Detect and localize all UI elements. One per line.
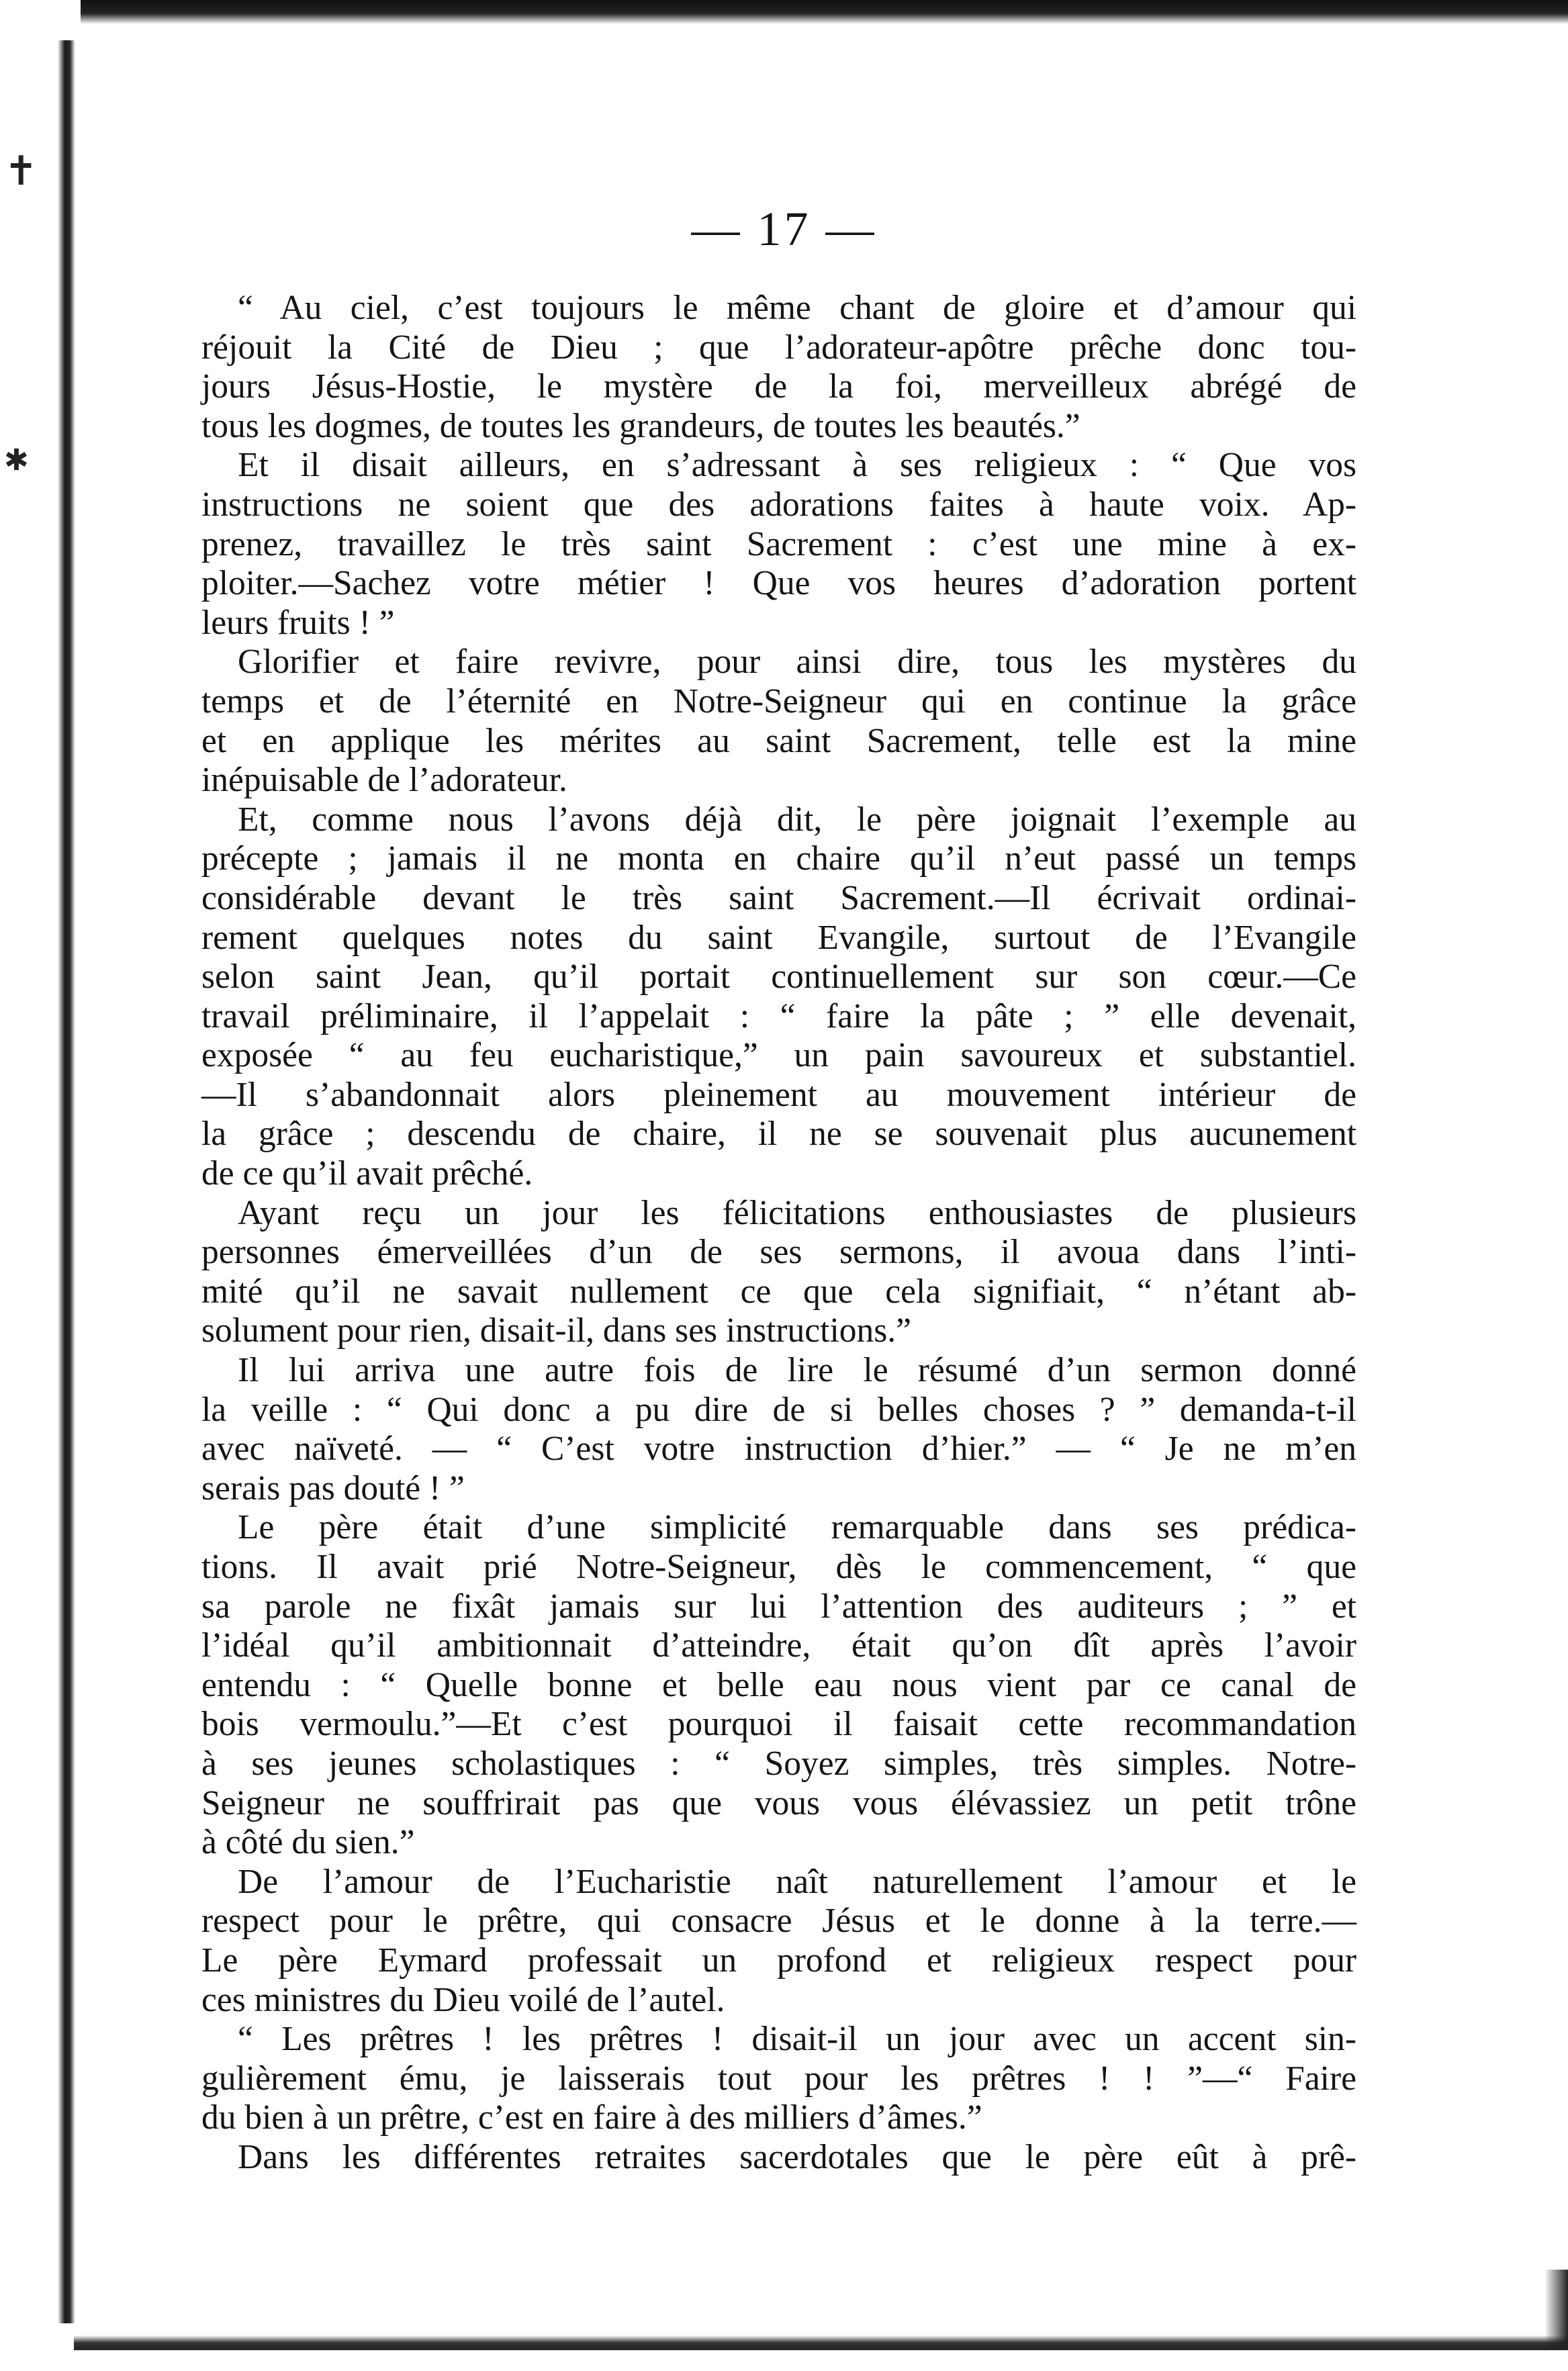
text-line: l’idéal qu’il ambitionnait d’atteindre, était qu’on dît après l’avoir — [201, 1626, 1356, 1665]
text-line: à côté du sien.” — [201, 1823, 415, 1862]
text-line: Et, comme nous l’avons déjà dit, le père joignait l’exemple au — [238, 800, 1356, 839]
text-line: ploiter.—Sachez votre métier ! Que vos heures d’adoration portent — [201, 564, 1356, 603]
text-line: tions. Il avait prié Notre-Seigneur, dès le commencement, “ que — [201, 1548, 1356, 1586]
text-line: avec naïveté. — “ C’est votre instruction d’hier.” — “ Je ne m’en — [201, 1430, 1356, 1469]
text-line: entendu : “ Quelle bonne et belle eau nous vient par ce canal de — [201, 1665, 1356, 1704]
text-line: leurs fruits ! ” — [201, 603, 395, 642]
body-text — [201, 289, 1356, 2178]
text-line: respect pour le prêtre, qui consacre Jésus et le donne à la terre.— — [201, 1902, 1356, 1941]
text-line: ces ministres du Dieu voilé de l’autel. — [201, 1980, 725, 2019]
text-line: rement quelques notes du saint Evangile, surtout de l’Evangile — [201, 918, 1356, 957]
text-line: sa parole ne fixât jamais sur lui l’attention des auditeurs ; ” et — [201, 1587, 1356, 1626]
text-line: réjouit la Cité de Dieu ; que l’adorateur-apôtre prêche donc tou- — [201, 328, 1356, 367]
text-line: Glorifier et faire revivre, pour ainsi dire, tous les mystères du — [238, 643, 1356, 682]
text-line: jours Jésus-Hostie, le mystère de la foi, merveilleux abrégé de — [201, 367, 1356, 406]
text-line: de ce qu’il avait prêché. — [201, 1154, 533, 1193]
text-line: Dans les différentes retraites sacerdotales que le père eût à prê- — [238, 2137, 1356, 2176]
text-line: solument pour rien, disait-il, dans ses instructions.” — [201, 1311, 912, 1350]
scan-edge-top — [81, 0, 1568, 24]
text-line: tous les dogmes, de toutes les grandeurs, de toutes les beautés.” — [201, 406, 1080, 445]
text-line: serais pas douté ! ” — [201, 1469, 465, 1507]
page-number: — 17 — — [691, 202, 877, 256]
text-line: selon saint Jean, qu’il portait continuellement sur son cœur.—Ce — [201, 958, 1356, 996]
text-line: gulièrement ému, je laisserais tout pour les prêtres ! ! ”—“ Faire — [201, 2059, 1356, 2098]
text-line: “ Les prêtres ! les prêtres ! disait-il un jour avec un accent sin- — [238, 2020, 1356, 2059]
margin-star-mark: ✱ — [4, 443, 29, 477]
scan-edge-bottom — [74, 2335, 1568, 2350]
text-line: inépuisable de l’adorateur. — [201, 761, 567, 800]
text-line: personnes émerveillées d’un de ses sermons, il avoua dans l’inti- — [201, 1233, 1356, 1272]
text-line: prenez, travaillez le très saint Sacrement : c’est une mine à ex- — [201, 524, 1356, 563]
text-line: du bien à un prêtre, c’est en faire à des milliers d’âmes.” — [201, 2098, 982, 2137]
scan-edge-left — [58, 40, 75, 2323]
text-line: Le père Eymard professait un profond et religieux respect pour — [201, 1941, 1356, 1980]
text-line: exposée “ au feu eucharistique,” un pain savoureux et substantiel. — [201, 1036, 1356, 1075]
text-line: considérable devant le très saint Sacrement.—Il écrivait ordinai- — [201, 878, 1356, 917]
text-line: Seigneur ne souffrirait pas que vous vous élévassiez un petit trône — [201, 1783, 1356, 1822]
text-line: Ayant reçu un jour les félicitations enthousiastes de plusieurs — [238, 1193, 1356, 1232]
text-line: Le père était d’une simplicité remarquable dans ses prédica- — [238, 1508, 1356, 1547]
text-line: mité qu’il ne savait nullement ce que cela signifiait, “ n’étant ab- — [201, 1272, 1356, 1311]
text-line: “ Au ciel, c’est toujours le même chant de gloire et d’amour qui — [238, 289, 1356, 327]
text-line: Et il disait ailleurs, en s’adressant à ses religieux : “ Que vos — [238, 446, 1356, 485]
text-line: travail préliminaire, il l’appelait : “ faire la pâte ; ” elle devenait, — [201, 996, 1356, 1035]
text-line: Il lui arriva une autre fois de lire le résumé d’un sermon donné — [238, 1351, 1356, 1390]
text-line: De l’amour de l’Eucharistie naît naturellement l’amour et le — [238, 1862, 1356, 1901]
margin-cross-mark: ✝ — [4, 148, 38, 195]
text-line: temps et de l’éternité en Notre-Seigneur qui en continue la grâce — [201, 682, 1356, 720]
text-line: bois vermoulu.”—Et c’est pourquoi il faisait cette recommandation — [201, 1705, 1356, 1744]
text-line: précepte ; jamais il ne monta en chaire qu’il n’eut passé un temps — [201, 839, 1356, 878]
text-line: la veille : “ Qui donc a pu dire de si belles choses ? ” demanda-t-il — [201, 1390, 1356, 1429]
text-line: —Il s’abandonnait alors pleinement au mouvement intérieur de — [201, 1075, 1356, 1114]
text-line: à ses jeunes scholastiques : “ Soyez simples, très simples. Notre- — [201, 1744, 1356, 1783]
scan-edge-right — [1544, 2270, 1568, 2350]
text-line: instructions ne soient que des adorations faites à haute voix. Ap- — [201, 485, 1356, 524]
text-line: la grâce ; descendu de chaire, il ne se souvenait plus aucunement — [201, 1115, 1356, 1154]
text-line: et en applique les mérites au saint Sacrement, telle est la mine — [201, 721, 1356, 760]
